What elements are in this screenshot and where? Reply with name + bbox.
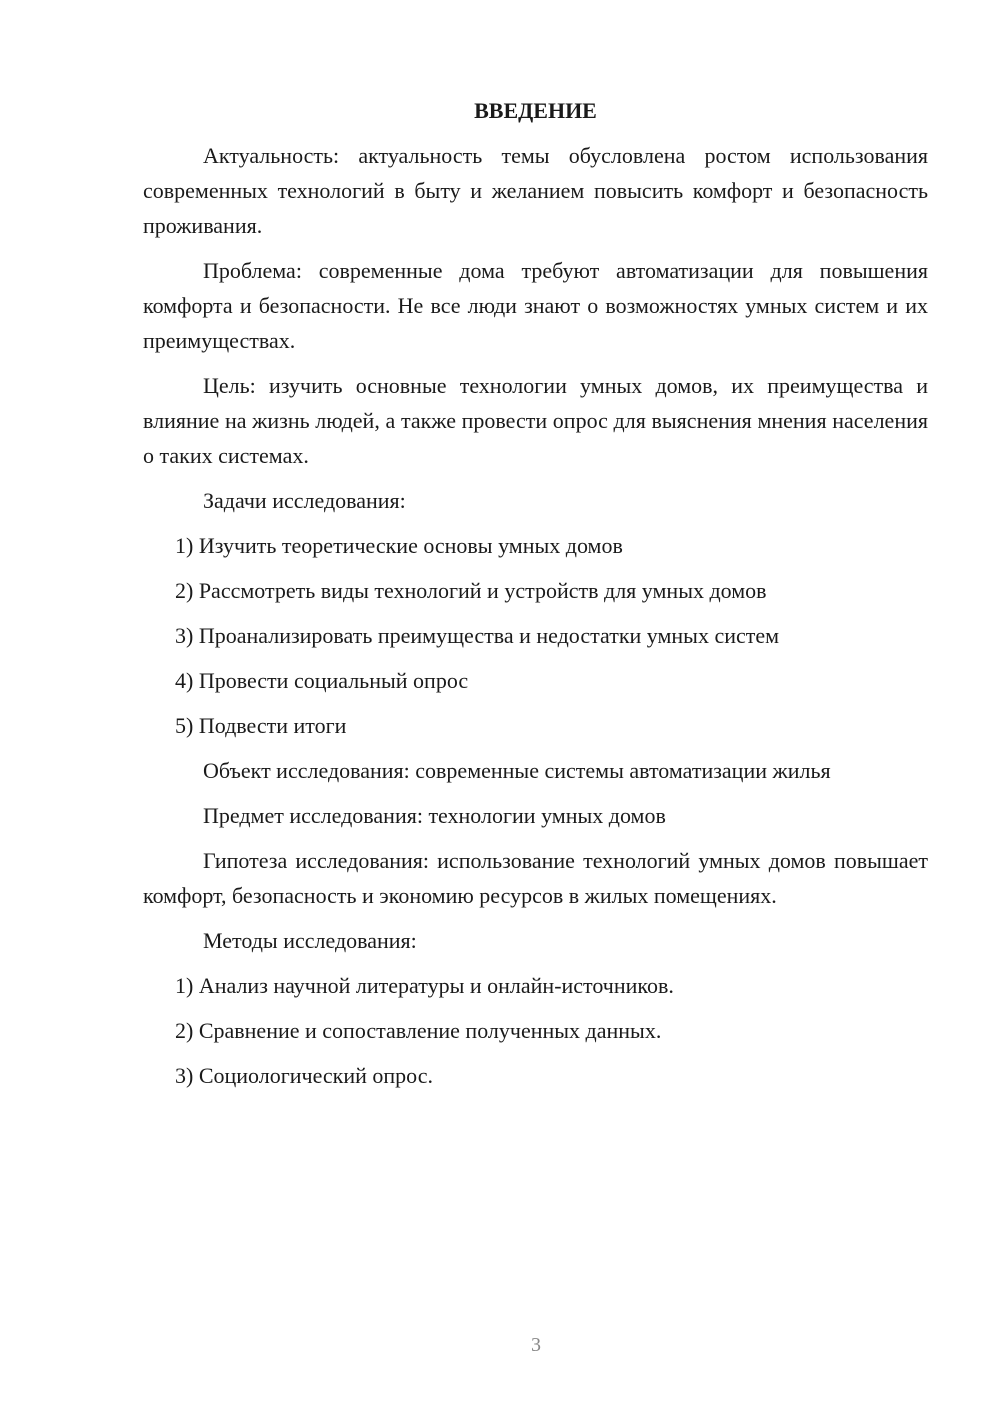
research-object: Объект исследования: современные системы автоматизации жилья: [203, 758, 831, 783]
goal-paragraph: Цель: изучить основные технологии умных домов, их преимущества и влияние на жизнь людей, а также провести опрос для выяснения мнения населения о таких системах.: [143, 373, 928, 468]
hypothesis-paragraph: Гипотеза исследования: использование технологий умных домов повышает комфорт, безопасность и экономию ресурсов в жилых помещениях.: [143, 848, 928, 908]
task-item: 2) Рассмотреть виды технологий и устройств для умных домов: [175, 578, 767, 603]
page-number: 3: [531, 1334, 541, 1356]
task-item: 1) Изучить теоретические основы умных домов: [175, 533, 623, 558]
method-item: 1) Анализ научной литературы и онлайн-источников.: [175, 973, 674, 998]
methods-heading: Методы исследования:: [203, 928, 417, 953]
page-content: [143, 93, 928, 1103]
task-item: 5) Подвести итоги: [175, 713, 347, 738]
task-item: 4) Провести социальный опрос: [175, 668, 469, 693]
tasks-heading: Задачи исследования:: [203, 488, 406, 513]
problem-paragraph: Проблема: современные дома требуют автоматизации для повышения комфорта и безопасности. Не все люди знают о возможностях умных систем и их преимуществах.: [143, 258, 928, 353]
task-item: 3) Проанализировать преимущества и недостатки умных систем: [175, 623, 780, 648]
page-title: ВВЕДЕНИЕ: [474, 98, 597, 123]
research-subject: Предмет исследования: технологии умных домов: [203, 803, 666, 828]
method-item: 3) Социологический опрос.: [175, 1063, 433, 1088]
method-item: 2) Сравнение и сопоставление полученных данных.: [175, 1018, 662, 1043]
relevance-paragraph: Актуальность: актуальность темы обусловлена ростом использования современных технологий в быту и желанием повысить комфорт и безопасность проживания.: [143, 143, 928, 238]
